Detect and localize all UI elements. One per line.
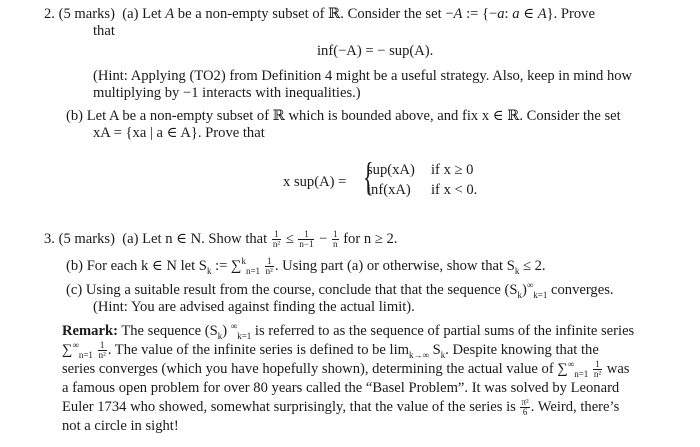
question-number: 3. <box>44 231 55 247</box>
hint-line-2: multiplying by −1 interacts with inequalities.) <box>93 85 361 101</box>
question-number: 2. <box>44 6 55 22</box>
equation-inf-sup: inf(−A) = − sup(A). <box>317 43 434 59</box>
remark-line-1 <box>62 322 634 340</box>
text: − <box>319 231 328 247</box>
text: for n ≥ 2. <box>343 231 398 247</box>
math-var: a <box>512 6 520 22</box>
remark-title: Remark: <box>62 323 118 339</box>
text: . Despite knowing that the <box>445 342 599 358</box>
remark-line-3 <box>62 360 629 379</box>
text: . Weird, there’s <box>530 399 620 415</box>
text: . Using part (a) or otherwise, show that S <box>274 258 515 274</box>
subscript: n=1 <box>78 349 93 360</box>
question-3-a <box>44 230 397 249</box>
fraction: $\frac{1}{\text{n²}}$ <box>98 340 106 361</box>
text: Euler 1734 who showed, somewhat surprisingly, that the value of the series is <box>62 399 516 415</box>
subscript: k=1 <box>237 330 252 341</box>
text: be a non-empty subset of ℝ. Consider the set − <box>177 6 454 22</box>
text: For each k ∈ N let S <box>86 258 207 274</box>
text: : <box>504 6 509 22</box>
subscript: k <box>206 265 212 276</box>
math-var: A <box>537 6 547 22</box>
text: The sequence (S <box>117 323 218 339</box>
text: := {− <box>466 6 498 22</box>
part-label: (c) <box>66 282 83 298</box>
text: ≤ 2. <box>519 258 546 274</box>
fraction: $\frac{1}{n}$ <box>333 229 338 250</box>
math-var: A <box>453 6 463 22</box>
remark-line-5 <box>62 398 619 417</box>
subscript: k <box>517 289 522 300</box>
question-2-header <box>44 5 595 23</box>
text: S <box>428 342 441 358</box>
remark-line-6: not a circle in sight! <box>62 418 179 434</box>
subscript: k→∞ <box>409 349 429 360</box>
text: is referred to as the sequence of partial sums of the infinite series <box>251 323 635 339</box>
question-marks: (5 marks) <box>58 231 115 247</box>
part-b <box>66 107 621 125</box>
case-2-expr: inf(xA) <box>367 182 411 198</box>
subscript: k=1 <box>533 289 548 300</box>
math-var: A <box>165 6 175 22</box>
text: Let n ∈ N. Show that <box>142 231 268 247</box>
remark-line-2 <box>62 341 599 360</box>
text: ∈ <box>523 6 535 22</box>
part-label: (a) <box>122 6 139 22</box>
fraction: $\frac{\text{π²}}{6}$ <box>521 397 529 418</box>
math-var: a <box>497 6 505 22</box>
text: Let <box>142 6 162 22</box>
part-b-line2: xA = {xa | a ∈ A}. Prove that <box>93 125 265 141</box>
question-marks: (5 marks) <box>58 6 115 22</box>
fraction: $\frac{1}{\text{n²}}$ <box>593 359 602 380</box>
text: := ∑ <box>211 258 242 274</box>
superscript: ∞ <box>526 280 534 291</box>
fraction: $\frac{1}{n-1}$ <box>299 229 314 250</box>
text: Using a suitable result from the course, conclude that that the sequence (S <box>85 282 518 298</box>
text: }. Prove <box>546 6 595 22</box>
text: ) <box>222 323 231 339</box>
text: was <box>603 361 630 377</box>
part-label: (a) <box>122 231 139 247</box>
remark-line-4: a famous open problem for over 80 years called the “Basel Problem”. It was solved by Leonard <box>62 380 620 396</box>
question-3-c-hint: (Hint: You are advised against finding the actual limit). <box>93 299 415 315</box>
subscript: k <box>514 265 520 276</box>
text: . The value of the infinite series is defined to be lim <box>107 342 410 358</box>
case-2-cond: if x < 0. <box>431 182 478 198</box>
equation-lhs: x sup(A) = <box>283 174 347 190</box>
text: ≤ <box>285 231 294 247</box>
superscript: ∞ <box>230 321 238 332</box>
hint-line-1: (Hint: Applying (TO2) from Definition 4 might be a useful strategy. Also, keep in mind how <box>93 68 633 84</box>
question-3-b <box>66 257 546 276</box>
part-label: (b) <box>66 258 84 274</box>
superscript: ∞ <box>72 340 79 351</box>
subscript: n=1 <box>574 368 589 379</box>
case-1-expr: sup(xA) <box>367 162 415 178</box>
brace-icon: { <box>363 154 374 199</box>
subscript: k <box>217 330 223 341</box>
text: Let A be a non-empty subset of ℝ which is bounded above, and fix x ∈ ℝ. Consider the set <box>86 108 621 124</box>
part-label: (b) <box>66 108 84 124</box>
sum-symbol: ∑ <box>62 342 73 358</box>
fraction: $\frac{1}{\text{n²}}$ <box>272 229 281 250</box>
subscript: n=1 <box>245 265 261 276</box>
text: converges. <box>547 282 614 298</box>
text-that: that <box>93 23 115 39</box>
superscript: ∞ <box>567 359 575 370</box>
case-1-cond: if x ≥ 0 <box>431 162 474 178</box>
question-3-c: (c) Using a suitable result from the course, conclude that that the sequence $(S_k)^\infty_{k=1}$ converges. <box>66 280 614 300</box>
superscript: k <box>241 256 246 267</box>
subscript: k <box>440 349 446 360</box>
fraction: $\frac{1}{\text{n²}}$ <box>265 256 273 277</box>
text: series converges (which you have hopefully shown), determining the actual value of ∑ <box>62 361 568 377</box>
